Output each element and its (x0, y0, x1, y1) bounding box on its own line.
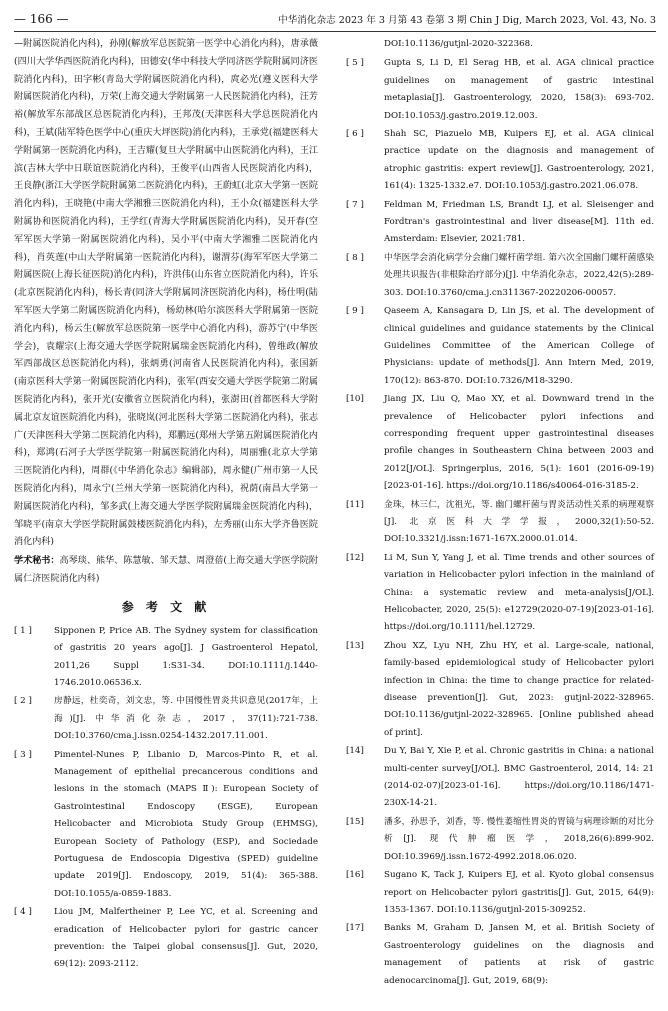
reference-item (346, 497, 654, 549)
reference-text: Pimentel-Nunes P, Libanio D, Marcos-Pinto R, et al. Management of epithelial precancerous conditions and lesions in the stomach (MAPS Ⅱ): European Society of Gastrointestinal Endoscopy (ESGE), European Helicobacter and Microbiota Study Group (EHMSG), European Society of Pathology (ESP), and Sociedade Portuguesa de Endoscopia Digestiva (SPED) guideline update 2019[J]. Endoscopy, 2019, 51(4): 365-388. DOI:10.1055/a-0859-1883. (54, 749, 318, 899)
reference-item (346, 126, 654, 196)
reference-item (346, 303, 654, 390)
reference-item (14, 904, 318, 974)
reference-number: [ 8 ] (346, 252, 364, 263)
reference-number: [ 7 ] (346, 199, 364, 210)
left-column (14, 36, 318, 975)
reference-item (346, 197, 654, 249)
reference-item (346, 920, 654, 990)
reference-number: [ 3 ] (14, 749, 32, 760)
participants-text: —附属医院消化内科)，孙刚(解放军总医院第一医学中心消化内科)，唐承薇(四川大学华西医院消化内科)，田德安(华中科技大学同济医学院附属同济医院消化内科)，田字彬(青岛大学附属医院消化内科)，庹必光(遵义医科大学附属医院消化内科)，万荣(上海交通大学附属第一人民医院消化内科)，汪芳裕(解放军东部战区总医院消化内科)，王邦茂(天津医科大学总医院消化内科)，王斌(陆军特色医学中心(重庆大坪医院)消化内科)，王承党(福建医科大学附属第一医院消化内科)，王吉耀(复旦大学附属中山医院消化内科)，王江滨(吉林大学中日联谊医院消化内科)，王俊平(山西省人民医院消化内科)，王良静(浙江大学医学院附属第二医院消化内科)，王蔚虹(北京大学第一医院消化内科)，王晓艳(中南大学湘雅三医院消化内科)，王小众(福建医科大学附属协和医院消化内科)，王学红(青海大学附属医院消化内科)，吴开春(空军军医大学第一附属医院消化内科)，吴小平(中南大学湘雅二医院消化内科)，肖英莲(中山大学附属第一医院消化内科)，谢渭芬(海军军医大学第二附属医院(上海长征医院)消化内科)，许洪伟(山东省立医院消化内科)，许乐(北京医院消化内科)，杨长青(同济大学附属同济医院消化内科)，杨仕明(陆军军医大学第二附属医院消化内科)，杨幼林(哈尔滨医科大学附属第一医院消化内科)，杨云生(解放军总医院第一医学中心消化内科)，游苏宁(中华医学会)，袁耀宗(上海交通大学医学院附属瑞金医院消化内科)，曾维政(解放军西部战区总医院消化内科)，张炳勇(河南省人民医院消化内科)，张国新(南京医科大学第一附属医院消化内科)，张军(西安交通大学医学院第二附属医院消化内科)，张开光(安徽省立医院消化内科)，张澍田(首都医科大学附属北京友谊医院消化内科)，张晓岚(河北医科大学第二医院消化内科)，张志广(天津医科大学第二医院消化内科)，郑鹏远(郑州大学第五附属医院消化内科)，郑鸿(石河子大学医学院第一附属医院消化内科)，周丽雅(北京大学第三医院消化内科)，周群(《中华消化杂志》编辑部)，周永健(广州市第一人民医院消化内科)，周永宁(兰州大学第一医院消化内科)，祝荫(南昌大学第一附属医院消化内科)，邹多武(上海交通大学医学院附属瑞金医院消化内科)，邹晓平(南京大学医学院附属鼓楼医院消化内科)，左秀丽(山东大学齐鲁医院消化内科) (14, 39, 318, 548)
reference-number: [14] (346, 746, 364, 757)
right-column (346, 36, 654, 991)
right-reference-list (346, 55, 654, 990)
header-rule (14, 31, 656, 32)
reference-item (346, 638, 654, 742)
reference-text: Feldman M, Friedman LS, Brandt LJ, et al. Sleisenger and Fordtran's gastrointestinal and liver disease[M]. 11th ed. Amsterdam: Elsevier, 2021:781. (384, 199, 654, 245)
reference-item (346, 55, 654, 125)
page-header (14, 6, 656, 30)
reference-item (14, 693, 318, 745)
references-heading: 参 考 文 献 (121, 599, 211, 614)
reference-number: [10] (346, 394, 364, 405)
reference-text: Shah SC, Piazuelo MB, Kuipers EJ, et al. AGA clinical practice update on the diagnosis and management of atrophic gastritis: expert review[J]. Gastroenterology, 2021, 161(4): 1325-1332.e7. DOI:10.1053/j.gastro.2021.06.078. (384, 129, 654, 192)
participants-paragraph (14, 36, 318, 589)
reference-item (346, 867, 654, 919)
secretary-text: 高琴琰、熊华、陈慧敏、邹天慧、周澄蓓(上海交通大学医学院附属仁济医院消化内科) (14, 556, 318, 584)
reference-text: Sugano K, Tack J, Kuipers EJ, et al. Kyoto global consensus report on Helicobacter pylori gastritis[J]. Gut, 2015, 64(9): 1353-1367. DOI:10.1136/gutjnl-2015-309252. (384, 870, 654, 915)
reference-item (346, 391, 654, 495)
reference-text: 中华医学会消化病学分会幽门螺杆菌学组. 第六次全国幽门螺杆菌感染处理共识报告(非根除治疗部分)[J]. 中华消化杂志，2022,42(5):289-303. DOI:10.3760/cma.j.cn311367-20220206-00057. (384, 252, 654, 298)
reference-item (346, 250, 654, 302)
reference-text: 金珠，林三仁，沈祖光，等. 幽门螺杆菌与胃炎活动性关系的病理观察[J]. 北京医科大学学报，2000,32(1):50-52. DOI:10.3321/j.issn:1671-167X.2000.01.014. (384, 499, 654, 545)
reference-continuation: DOI:10.1136/gutjnl-2020-322368. (384, 39, 533, 49)
reference-number: [15] (346, 816, 364, 827)
reference-item (346, 550, 654, 637)
reference-number: [ 9 ] (346, 306, 364, 317)
reference-number: [13] (346, 640, 364, 651)
reference-text: Li M, Sun Y, Yang J, et al. Time trends and other sources of variation in Helicobacter pylori infection in the mainland of China: a systematic review and meta-analysis[J/OL]. Helicobacter, 2020, 25(5): e12729(2020-07-19)[2023-01-16]. https://doi.org/10.1111/hel.12729. (384, 552, 654, 633)
reference-number: [12] (346, 552, 364, 563)
reference-text: Gupta S, Li D, El Serag HB, et al. AGA clinical practice guidelines on management of gastric intestinal metaplasia[J]. Gastroenterology, 2020, 158(3): 693-702. DOI:10.1053/j.gastro.2019.12.003. (384, 58, 654, 121)
reference-text: Banks M, Graham D, Jansen M, et al. British Society of Gastroenterology guidelines on the diagnosis and management of patients at risk of gastric adenocarcinoma[J]. Gut, 2019, 68(9): (384, 923, 654, 986)
reference-text: Du Y, Bai Y, Xie P, et al. Chronic gastritis in China: a national multi-center survey[J/OL]. BMC Gastroenterol, 2014, 14: 21 (2014-02-07)[2023-01-16]. https://doi.org/10.1186/1471-230X-14-21. (384, 746, 654, 809)
page-number: — 166 — (14, 12, 69, 26)
reference-text: 房静远，杜奕奇，刘文忠，等. 中国慢性胃炎共识意见(2017年，上海)[J]. 中华消化杂志，2017，37(11):721-738. DOI:10.3760/cma.j.issn.0254-1432.2017.11.001. (54, 696, 318, 742)
reference-number: [ 6 ] (346, 129, 364, 140)
reference-item (14, 623, 318, 693)
reference-number: [17] (346, 923, 364, 934)
reference-number: [ 4 ] (14, 907, 32, 918)
reference-text: Qaseem A, Kansagara D, Lin JS, et al. The development of clinical guidelines and guidance statements by the Clinical Guidelines Committee of the American College of Physicians: update of methods[J]. Ann Intern Med, 2019, 170(12): 863-870. DOI:10.7326/M18-3290. (384, 306, 654, 386)
left-reference-list (14, 623, 318, 974)
reference-number: [ 5 ] (346, 58, 364, 69)
reference-item (346, 814, 654, 866)
secretary-line (14, 552, 318, 589)
journal-running-title: 中华消化杂志 2023 年 3 月第 43 卷第 3 期 Chin J Dig, March 2023, Vol. 43, No. 3 (278, 15, 656, 26)
reference-text: Jiang JX, Liu Q, Mao XY, et al. Downward trend in the prevalence of Helicobacter pylori infections and corresponding frequent upper gastrointestinal diseases profile changes in Southeastern China between 2003 and 2012[J/OL]. Springerplus, 2016, 5(1): 1601 (2016-09-19)[2023-01-16]. https://doi.org/10.1186/s40064-016-3185-2. (384, 394, 654, 492)
reference-item (14, 747, 318, 904)
reference-item (346, 743, 654, 813)
reference-text: Liou JM, Malfertheiner P, Lee YC, et al. Screening and eradication of Helicobacter pylori for gastric cancer prevention: the Taipei global consensus[J]. Gut, 2020, 69(12): 2093-2112. (54, 907, 318, 970)
reference-number: [11] (346, 499, 364, 510)
secretary-label: 学术秘书： (14, 555, 60, 567)
reference-text: Sipponen P, Price AB. The Sydney system for classification of gastritis 20 years ago[J]. J Gastroenterol Hepatol, 2011,26 Suppl 1:S31-34. DOI:10.1111/j.1440-1746.2010.06536.x. (54, 625, 318, 688)
reference-number: [ 1 ] (14, 625, 32, 636)
reference-number: [ 2 ] (14, 696, 32, 707)
reference-text: Zhou XZ, Lyu NH, Zhu HY, et al. Large-scale, national, family-based epidemiological study of Helicobacter pylori infection in China: the time to change practice for related-disease prevention[J]. Gut, 2023: gutjnl-2022-328965. DOI:10.1136/gutjnl-2022-328965. [Online published ahead of print]. (384, 640, 654, 738)
reference-number: [16] (346, 870, 364, 881)
reference-text: 潘多，孙思予，刘香，等. 慢性萎缩性胃炎的胃镜与病理诊断的对比分析[J]. 现代肿瘤医学，2018,26(6):899-902. DOI:10.3969/j.issn.1672-4992.2018.06.020. (384, 816, 654, 862)
